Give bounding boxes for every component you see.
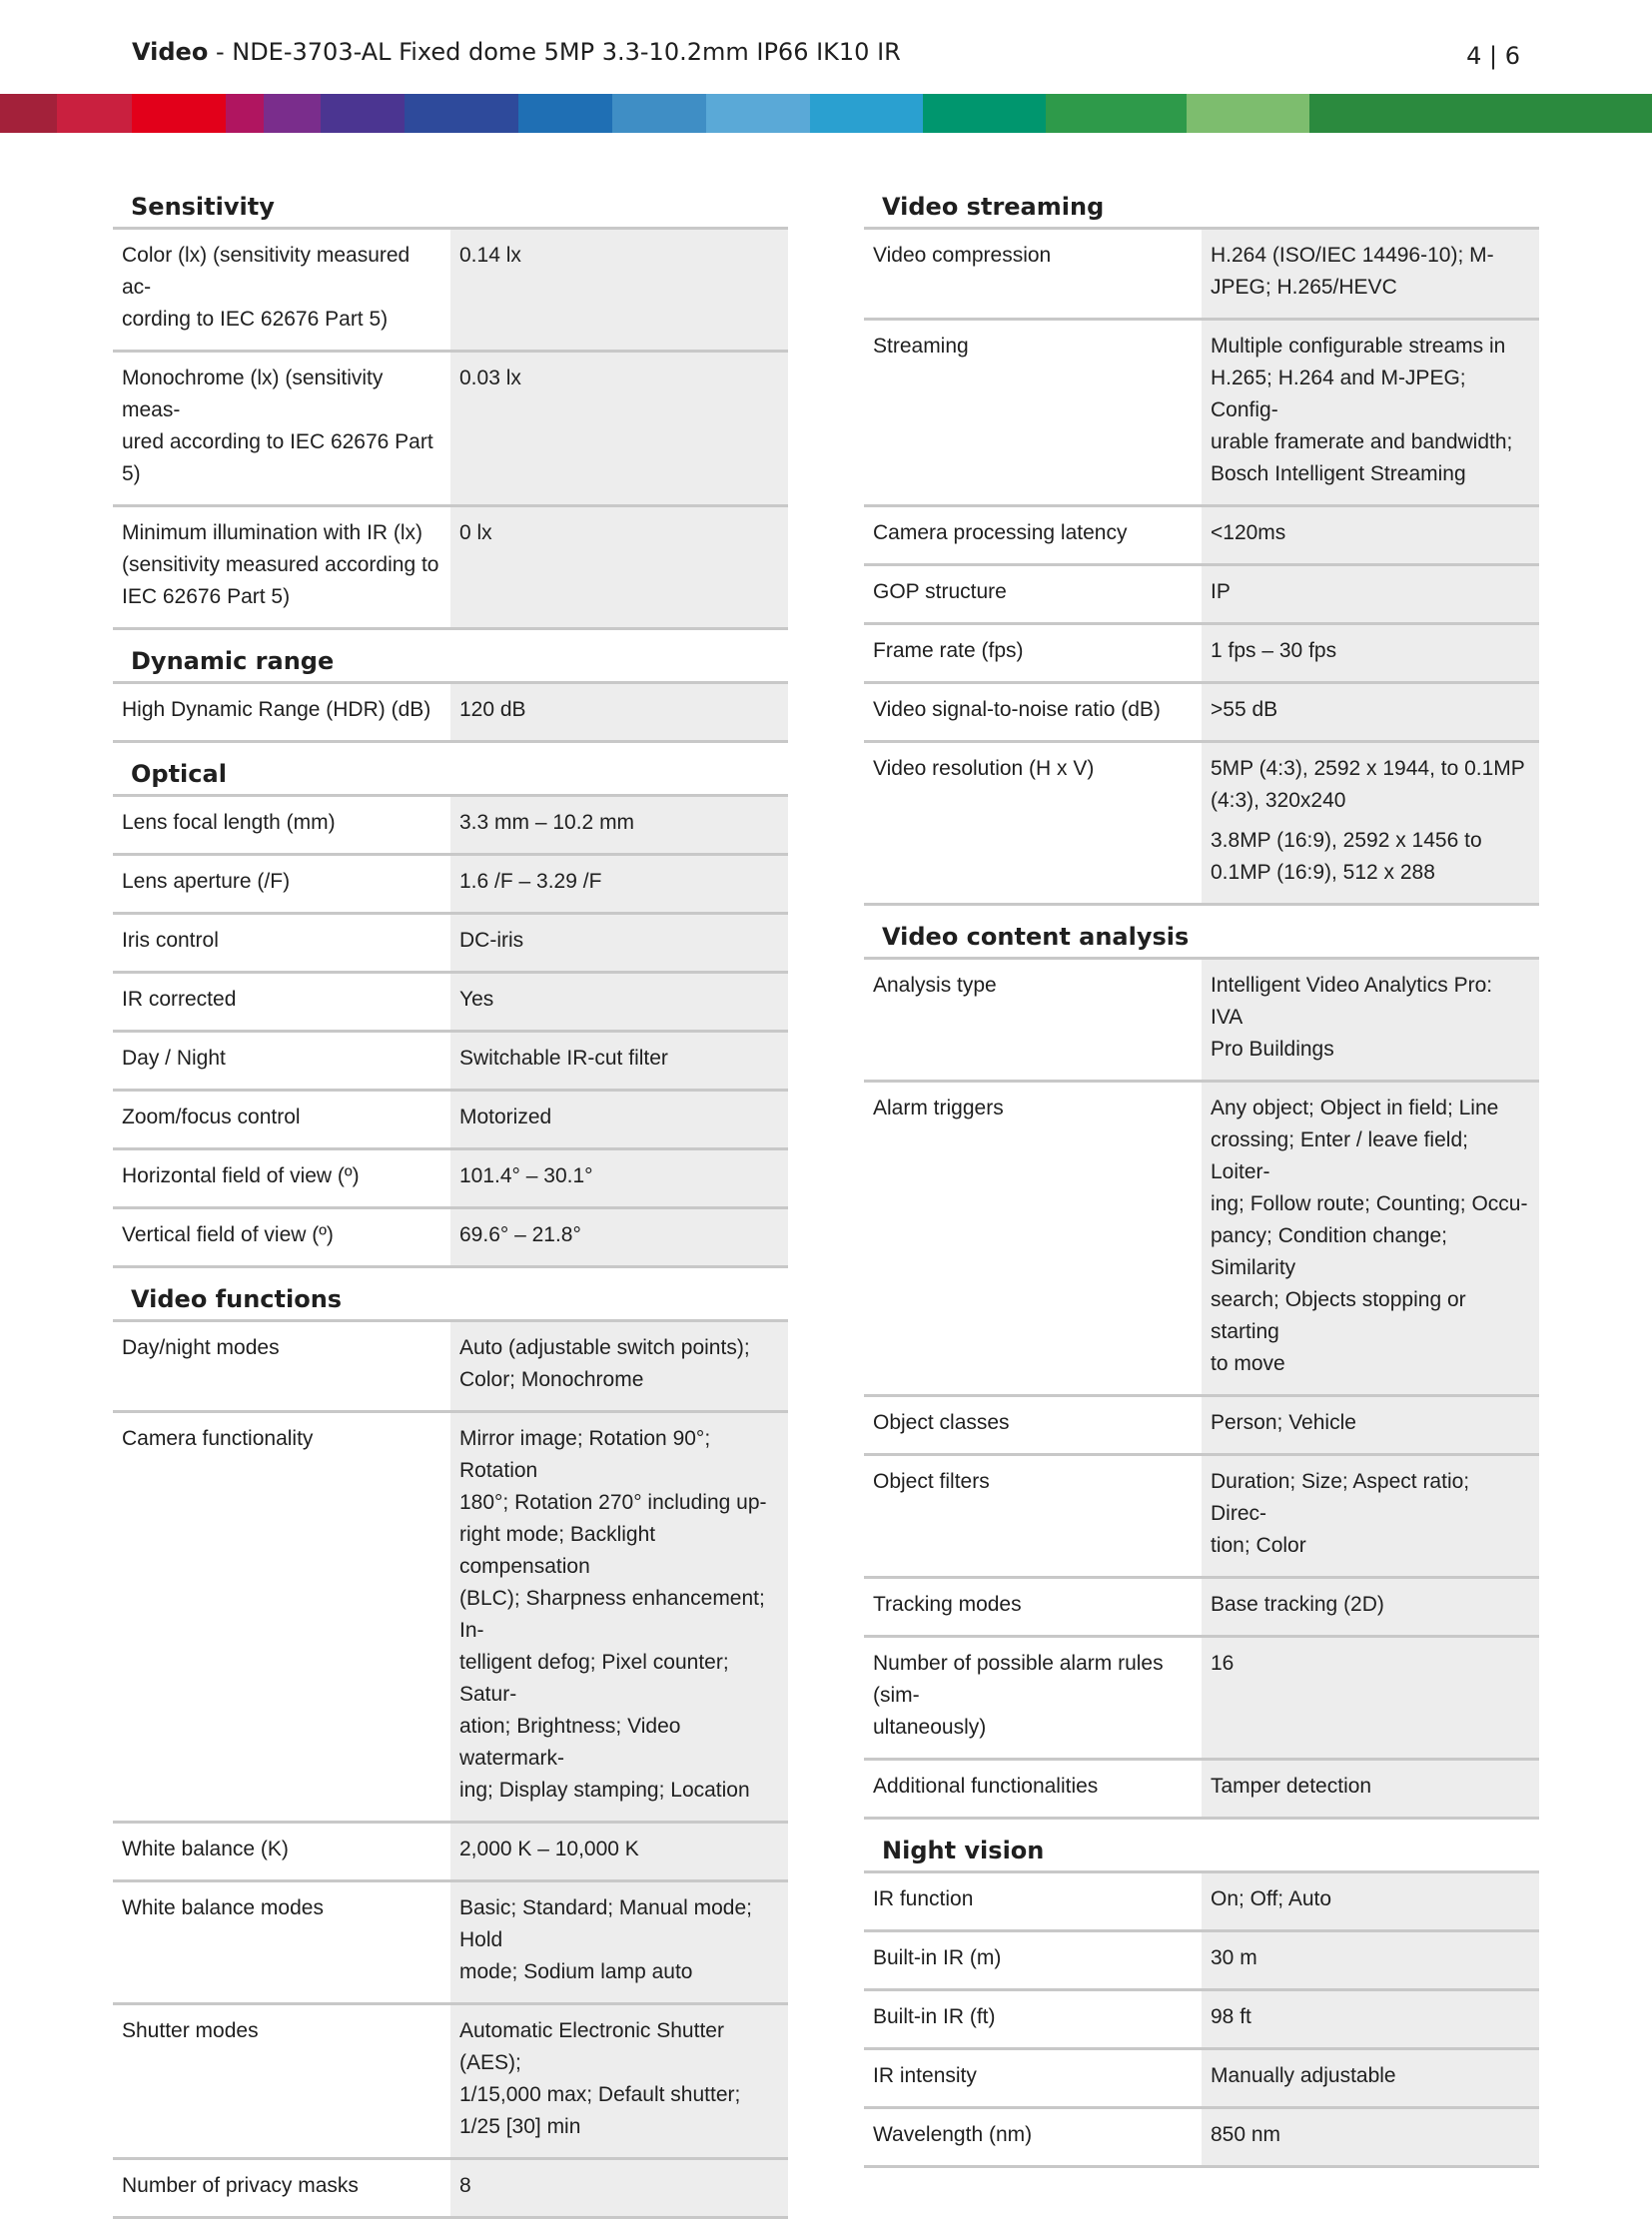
spec-value: Auto (adjustable switch points); Color; Monochrome — [459, 1336, 750, 1391]
spec-label: Day/night modes — [113, 1322, 450, 1412]
spec-table — [113, 230, 788, 630]
spec-label: Lens focal length (mm) — [113, 797, 450, 855]
spec-label: Minimum illumination with IR (lx) (sensitivity measured according to IEC 62676 Part 5) — [113, 506, 450, 629]
spec-row — [864, 1637, 1539, 1760]
spec-value: Tamper detection — [1211, 1775, 1372, 1798]
section-title: Video functions — [113, 1272, 788, 1322]
spec-label: Built-in IR (ft) — [864, 1990, 1202, 2049]
spec-value-cell — [450, 797, 788, 855]
spec-value: DC-iris — [459, 929, 524, 952]
spec-value: 120 dB — [459, 698, 526, 721]
spec-label: Vertical field of view (º) — [113, 1208, 450, 1267]
spec-label: Streaming — [864, 320, 1202, 506]
spec-value-cell — [450, 506, 788, 629]
spec-row — [864, 1760, 1539, 1819]
spec-value: 16 — [1211, 1652, 1235, 1675]
spec-row — [113, 1412, 788, 1823]
spec-value-cell — [450, 1412, 788, 1823]
section-title: Dynamic range — [113, 634, 788, 684]
spec-row — [113, 1823, 788, 1881]
spec-row — [113, 684, 788, 742]
spec-label: Horizontal field of view (º) — [113, 1149, 450, 1208]
spec-value: IP — [1211, 580, 1231, 603]
spec-value: Automatic Electronic Shutter (AES); 1/15,000 max; Default shutter; 1/25 [30] min — [459, 2019, 741, 2138]
spec-label: Frame rate (fps) — [864, 624, 1202, 683]
spec-label: IR corrected — [113, 973, 450, 1032]
spec-value-cell — [450, 1032, 788, 1091]
spec-value-cell — [1202, 2049, 1539, 2108]
spec-label: Iris control — [113, 914, 450, 973]
spec-row — [113, 506, 788, 629]
spec-value-cell — [450, 855, 788, 914]
section-title: Video content analysis — [864, 910, 1539, 960]
spec-row — [864, 565, 1539, 624]
spec-row — [113, 1032, 788, 1091]
spec-label: Video resolution (H x V) — [864, 742, 1202, 905]
spec-table — [113, 1322, 788, 2219]
spec-row — [864, 1455, 1539, 1578]
brand-band-segment — [132, 94, 226, 133]
spec-value-cell — [450, 1823, 788, 1881]
spec-value: 30 m — [1211, 1946, 1257, 1969]
spec-row — [113, 1149, 788, 1208]
brand-band-segment — [1187, 94, 1309, 133]
spec-label: Zoom/focus control — [113, 1091, 450, 1149]
spec-value-cell — [1202, 1637, 1539, 1760]
spec-value: 98 ft — [1211, 2005, 1251, 2028]
spec-value: Basic; Standard; Manual mode; Hold mode; Sodium lamp auto — [459, 1896, 752, 1983]
spec-row — [864, 1873, 1539, 1931]
spec-section — [864, 1824, 1539, 2168]
spec-row — [864, 1578, 1539, 1637]
spec-row — [864, 1082, 1539, 1396]
spec-label: Video compression — [864, 230, 1202, 320]
spec-value-cell — [450, 352, 788, 506]
spec-label: Object filters — [864, 1455, 1202, 1578]
spec-value-cell — [1202, 506, 1539, 565]
spec-row — [113, 1881, 788, 2004]
spec-row — [113, 1208, 788, 1267]
spec-label: Tracking modes — [864, 1578, 1202, 1637]
spec-value: Mirror image; Rotation 90°; Rotation 180°; Rotation 270° including up- right mode; Backlight compensation (BLC); Sharpness enhancement; In- telligent defog; Pixel counter; Satur- ation; Brightness; Video watermark- ing; Display stamping; Location — [459, 1427, 767, 1802]
document-title: - NDE-3703-AL Fixed dome 5MP 3.3-10.2mm IP66 IK10 IR — [208, 38, 901, 66]
spec-row — [113, 914, 788, 973]
spec-label: GOP structure — [864, 565, 1202, 624]
spec-value: 1 fps – 30 fps — [1211, 639, 1337, 662]
spec-section — [113, 747, 788, 1268]
spec-row — [113, 973, 788, 1032]
spec-value-cell — [450, 230, 788, 352]
spec-label: Day / Night — [113, 1032, 450, 1091]
spec-row — [864, 742, 1539, 905]
section-title: Optical — [113, 747, 788, 797]
spec-table — [864, 960, 1539, 1820]
spec-label: Shutter modes — [113, 2004, 450, 2159]
spec-section — [864, 910, 1539, 1820]
spec-value-cell — [1202, 1760, 1539, 1819]
spec-value: >55 dB — [1211, 698, 1278, 721]
spec-value: 0 lx — [459, 521, 492, 544]
spec-label: Number of privacy masks — [113, 2159, 450, 2218]
left-column — [113, 180, 788, 2219]
spec-label: IR intensity — [864, 2049, 1202, 2108]
spec-row — [113, 2159, 788, 2218]
spec-label: High Dynamic Range (HDR) (dB) — [113, 684, 450, 742]
spec-row — [113, 1091, 788, 1149]
spec-value-cell — [450, 1091, 788, 1149]
spec-table — [113, 797, 788, 1268]
page-number: 4 | 6 — [1466, 42, 1520, 70]
spec-value-cell — [1202, 1873, 1539, 1931]
spec-value: 850 nm — [1211, 2123, 1281, 2146]
spec-value: 3.3 mm – 10.2 mm — [459, 811, 635, 834]
spec-value: Motorized — [459, 1106, 552, 1128]
document-type: Video — [132, 38, 209, 66]
right-column — [864, 180, 1539, 2168]
spec-table — [113, 684, 788, 743]
spec-label: Number of possible alarm rules (sim- ultaneously) — [864, 1637, 1202, 1760]
spec-label: White balance (K) — [113, 1823, 450, 1881]
spec-value: 0.14 lx — [459, 244, 521, 267]
spec-row — [864, 230, 1539, 320]
spec-row — [864, 2049, 1539, 2108]
spec-value-cell — [450, 2159, 788, 2218]
spec-value: 2,000 K – 10,000 K — [459, 1838, 639, 1860]
spec-value-cell — [450, 1322, 788, 1412]
spec-row — [864, 506, 1539, 565]
spec-row — [864, 320, 1539, 506]
spec-value: Base tracking (2D) — [1211, 1593, 1384, 1616]
spec-value: Duration; Size; Aspect ratio; Direc- tion; Color — [1211, 1470, 1470, 1557]
spec-value: Any object; Object in field; Line crossing; Enter / leave field; Loiter- ing; Follow route; Counting; Occu- pancy; Condition change; Similarity search; Objects stopping or starting to move — [1211, 1097, 1528, 1375]
spec-value-cell — [450, 973, 788, 1032]
spec-label: Lens aperture (/F) — [113, 855, 450, 914]
spec-row — [113, 855, 788, 914]
spec-label: Alarm triggers — [864, 1082, 1202, 1396]
page-header — [132, 38, 1520, 78]
spec-row — [864, 960, 1539, 1082]
brand-band-segment — [612, 94, 706, 133]
spec-section — [113, 180, 788, 630]
brand-band-segment — [706, 94, 810, 133]
spec-row — [113, 352, 788, 506]
spec-section — [113, 634, 788, 743]
spec-row — [864, 2108, 1539, 2167]
spec-label: Color (lx) (sensitivity measured ac- cording to IEC 62676 Part 5) — [113, 230, 450, 352]
brand-band-segment — [518, 94, 612, 133]
spec-label: Camera functionality — [113, 1412, 450, 1823]
spec-value-cell — [1202, 230, 1539, 320]
spec-value: Intelligent Video Analytics Pro: IVA Pro Buildings — [1211, 974, 1493, 1061]
spec-value-cell — [1202, 320, 1539, 506]
spec-value: H.264 (ISO/IEC 14496-10); M- JPEG; H.265/HEVC — [1211, 244, 1494, 299]
spec-value: On; Off; Auto — [1211, 1887, 1332, 1910]
spec-value: 5MP (4:3), 2592 x 1944, to 0.1MP (4:3), 320x240 — [1211, 757, 1525, 812]
spec-value: 8 — [459, 2174, 471, 2197]
section-title: Night vision — [864, 1824, 1539, 1873]
spec-value: Manually adjustable — [1211, 2064, 1396, 2087]
spec-label: White balance modes — [113, 1881, 450, 2004]
spec-label: Built-in IR (m) — [864, 1931, 1202, 1990]
spec-label: Object classes — [864, 1396, 1202, 1455]
spec-value: Multiple configurable streams in H.265; H.264 and M-JPEG; Config- urable framerate and bandwidth; Bosch Intelligent Streaming — [1211, 335, 1513, 485]
brand-color-band — [0, 94, 1652, 133]
spec-value-cell — [1202, 565, 1539, 624]
spec-value-cell — [1202, 1396, 1539, 1455]
spec-value: <120ms — [1211, 521, 1286, 544]
brand-band-segment — [923, 94, 1046, 133]
spec-table — [864, 1873, 1539, 2168]
spec-row — [113, 230, 788, 352]
brand-band-segment — [264, 94, 321, 133]
spec-value-cell — [450, 1881, 788, 2004]
spec-value: 1.6 /F – 3.29 /F — [459, 870, 602, 893]
spec-value: 0.03 lx — [459, 367, 521, 389]
spec-value-cell — [1202, 1990, 1539, 2049]
spec-value: 3.8MP (16:9), 2592 x 1456 to 0.1MP (16:9), 512 x 288 — [1211, 829, 1482, 884]
spec-label: Additional functionalities — [864, 1760, 1202, 1819]
spec-label: Analysis type — [864, 960, 1202, 1082]
spec-row — [864, 624, 1539, 683]
spec-value-cell — [450, 2004, 788, 2159]
brand-band-segment — [810, 94, 923, 133]
spec-row — [864, 1396, 1539, 1455]
spec-section — [113, 1272, 788, 2219]
spec-label: Camera processing latency — [864, 506, 1202, 565]
spec-row — [864, 1990, 1539, 2049]
spec-value-cell — [450, 684, 788, 742]
brand-band-segment — [57, 94, 132, 133]
spec-label: Video signal-to-noise ratio (dB) — [864, 683, 1202, 742]
spec-value-cell — [1202, 1578, 1539, 1637]
spec-row — [113, 797, 788, 855]
spec-label: IR function — [864, 1873, 1202, 1931]
spec-value-cell — [1202, 624, 1539, 683]
spec-label: Monochrome (lx) (sensitivity meas- ured according to IEC 62676 Part 5) — [113, 352, 450, 506]
section-title: Sensitivity — [113, 180, 788, 230]
spec-value-cell — [1202, 742, 1539, 905]
brand-band-segment — [1046, 94, 1187, 133]
spec-value-cell — [1202, 1082, 1539, 1396]
brand-band-segment — [321, 94, 406, 133]
spec-label: Wavelength (nm) — [864, 2108, 1202, 2167]
brand-band-segment — [0, 94, 57, 133]
spec-section — [864, 180, 1539, 906]
brand-band-segment — [226, 94, 264, 133]
spec-value: 69.6° – 21.8° — [459, 1223, 581, 1246]
spec-value-cell — [1202, 960, 1539, 1082]
spec-row — [864, 1931, 1539, 1990]
spec-table — [864, 230, 1539, 906]
spec-value-cell — [1202, 2108, 1539, 2167]
brand-band-segment — [1309, 94, 1652, 133]
spec-row — [113, 1322, 788, 1412]
spec-value: Yes — [459, 988, 494, 1011]
spec-row — [864, 683, 1539, 742]
spec-value: 101.4° – 30.1° — [459, 1164, 593, 1187]
spec-value-cell — [450, 914, 788, 973]
spec-value-cell — [1202, 683, 1539, 742]
spec-value-cell — [450, 1149, 788, 1208]
spec-value: Person; Vehicle — [1211, 1411, 1356, 1434]
spec-value-cell — [450, 1208, 788, 1267]
brand-band-segment — [405, 94, 517, 133]
spec-value-cell — [1202, 1455, 1539, 1578]
spec-value-cell — [1202, 1931, 1539, 1990]
spec-value: Switchable IR-cut filter — [459, 1047, 668, 1070]
section-title: Video streaming — [864, 180, 1539, 230]
spec-row — [113, 2004, 788, 2159]
